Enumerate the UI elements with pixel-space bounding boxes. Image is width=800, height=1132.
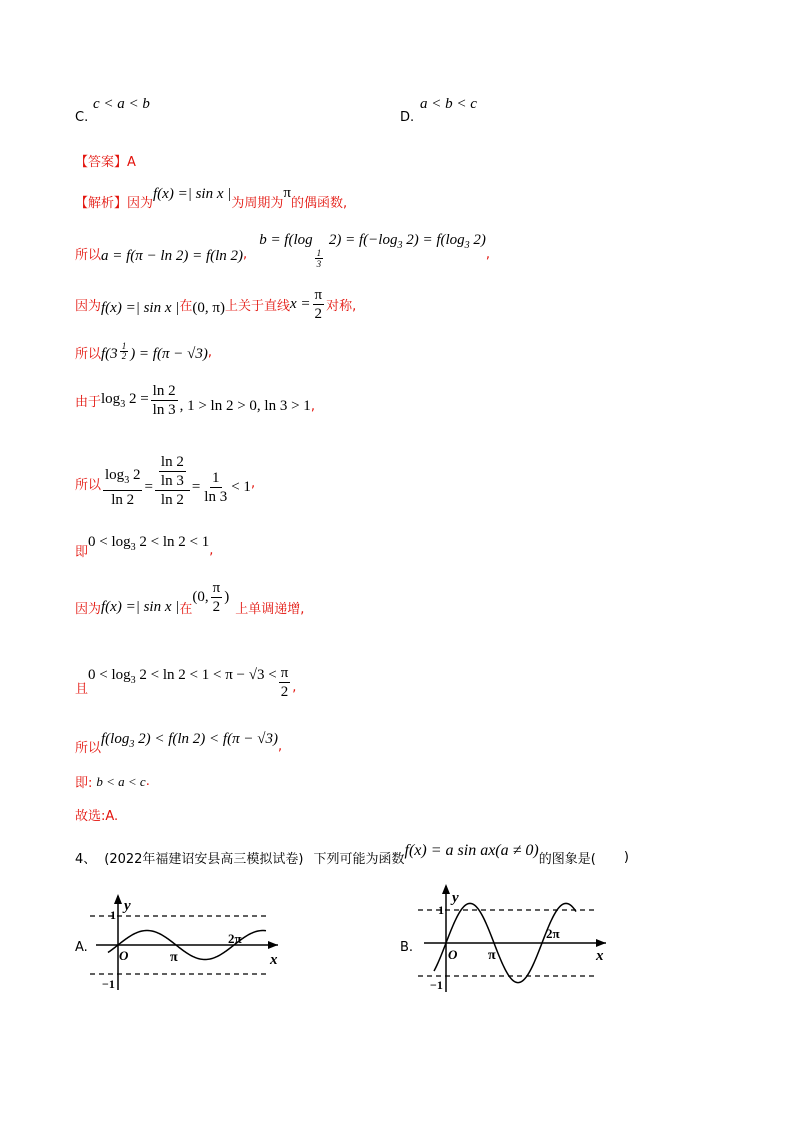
question-text: 的图象是( [538,852,596,867]
y-axis-arrow [442,884,450,894]
two-pi-label: 2π [228,931,242,946]
so-line-3 [75,452,255,509]
frac-den: 2 [212,599,221,615]
comma: , [207,345,212,360]
frac-den: 2 [314,306,323,322]
option-d-label: D. [400,110,415,125]
inequality-1: , 1 > ln 2 > 0 [179,398,257,414]
sub: 3 [120,399,126,410]
that-is-line [75,772,150,791]
origin-label: O [448,947,458,962]
fx-expr: f(x) =| sin x | [101,599,180,615]
even-text: 的偶函数, [290,196,348,211]
frac-num: 1 [212,470,220,486]
so-text: 所以 [75,741,102,756]
since-line [75,382,315,419]
graph-a[interactable] [88,888,288,998]
ie-expr [88,534,209,553]
at-text: 在 [179,602,193,617]
expr-b-part: 2) = f(log [402,232,465,248]
x-label: x [596,948,604,964]
option-c-label: C. [75,110,89,125]
that-text: 即: [75,776,93,791]
inner-num: ln 2 [160,453,184,470]
symmetric-text: 对称, [326,299,357,314]
fx-expr: f(x) =| sin x | [101,300,180,316]
pi-symbol: π [283,185,291,201]
f-power-expr [101,342,208,363]
comma: , [277,739,283,754]
comma: , [209,543,214,558]
sub: 3 [397,240,403,251]
expr-b [259,232,486,269]
expr-part: 2 [129,467,141,483]
expr-b-part: 2) = f(−log [325,232,398,248]
period-text: 为周期为 [231,196,284,211]
period: . [145,774,150,789]
y-label: y [452,890,459,906]
pi-label: π [488,948,496,963]
analysis-prefix: 【解析】因为 [75,196,154,211]
ie-text: 即 [75,545,89,560]
comma: , [250,476,256,491]
expr-b-part: 2) [469,232,486,248]
and-line [75,652,296,701]
answer-line: 【答案】A [75,155,136,170]
so-text: 所以 [75,478,102,493]
y-axis-arrow [114,894,122,904]
about-text: 上关于直线 [224,299,290,314]
inner-den: ln 3 [160,472,184,489]
sub: 3 [124,475,130,486]
question-number: 4、 [75,852,97,867]
so4-expr [101,731,278,750]
because-text: 因为 [75,602,102,617]
expr-part: 2) < f(ln 2) < f(π − √3) [134,731,278,747]
x-axis-arrow [268,941,278,949]
so-text: 所以 [75,248,102,263]
x-axis-arrow [596,939,606,947]
question-text: 下列可能为函数 [313,852,405,867]
so-line-1 [75,232,490,269]
equals: = [191,479,201,495]
option-c-math: c < a < b [93,96,150,112]
since-text: 由于 [75,395,102,410]
question-4 [75,834,629,867]
expr-b-part: b = f(log [259,232,313,248]
choose-line: 故选:A. [75,809,119,824]
and-text: 且 [75,682,89,697]
expr-part: 0 < log [88,534,131,550]
neg-one-label: −1 [430,978,443,992]
sub-num: 1 [316,248,322,258]
that-math: b < a < c [96,773,146,789]
expr-part: f(3 [101,346,118,362]
y-label: y [124,898,131,914]
expr-part: f(log [101,731,130,747]
interval-open: (0, [192,589,209,605]
question-source: (2022年福建诏安县高三模拟试卷) [104,852,304,867]
so-text: 所以 [75,347,102,362]
frac-den: 2 [280,684,289,700]
comma: , [310,399,315,414]
one-label: 1 [110,908,116,922]
fx-definition: f(x) =| sin x | [153,186,232,202]
log-expr [101,391,149,410]
at-text: 在 [179,299,193,314]
sub: 3 [464,240,470,251]
question-close-paren: ) [623,850,629,865]
inequality-2: , ln 3 > 1 [256,398,311,414]
sub: 3 [129,739,135,750]
ie-line [75,527,213,560]
exp-num: 1 [121,341,127,351]
analysis-line [75,178,347,211]
frac-den: ln 2 [111,492,135,508]
neg-one-label: −1 [102,977,115,991]
frac-num: π [212,580,221,596]
expr-part: log [101,391,121,407]
frac-den: ln 3 [204,489,228,505]
one-label: 1 [438,903,444,917]
two-pi-label: 2π [546,926,560,941]
expr-part: 2 = [125,391,149,407]
graph-b[interactable] [416,880,616,995]
symmetry-line [75,286,356,323]
interval: (0, π) [192,300,225,316]
increasing-text: 上单调递增, [235,602,305,617]
frac-num: π [280,665,289,681]
because-text: 因为 [75,299,102,314]
comma: , [485,247,491,262]
and-expr [88,667,277,686]
x-label: x [270,952,278,968]
comma: , [243,247,248,262]
frac-den: ln 3 [152,402,176,418]
expr-part: 2 < ln 2 < 1 [135,534,210,550]
so-line-4 [75,725,282,756]
expr-part: log [105,467,125,483]
expr-a: a = f(π − ln 2) = f(ln 2) [101,248,244,264]
monotonic-line [75,580,305,617]
option-d-math: a < b < c [420,96,477,112]
origin-label: O [119,948,129,963]
graph-b-label: B. [400,940,414,955]
interval-close: ) [224,589,230,605]
frac-num: ln 2 [152,383,176,399]
frac-num: π [314,287,323,303]
so-line-2 [75,342,212,363]
sub-den: 3 [316,259,322,269]
expr-part: 0 < log [88,667,131,683]
exp-den: 2 [121,351,127,361]
sub: 3 [130,675,136,686]
equals: = [144,479,153,495]
comma: , [292,680,297,695]
expr-part: ) = f(π − √3) [130,346,208,362]
pi-label: π [170,950,178,965]
sub: 3 [130,542,136,553]
question-function: f(x) = a sin ax(a ≠ 0) [404,841,539,859]
x-equals: x = [289,296,311,312]
frac-den: ln 2 [160,491,184,508]
graph-a-label: A. [75,940,88,955]
less-than-one: < 1 [231,479,251,495]
expr-part: 2 < ln 2 < 1 < π − √3 < [135,667,277,683]
